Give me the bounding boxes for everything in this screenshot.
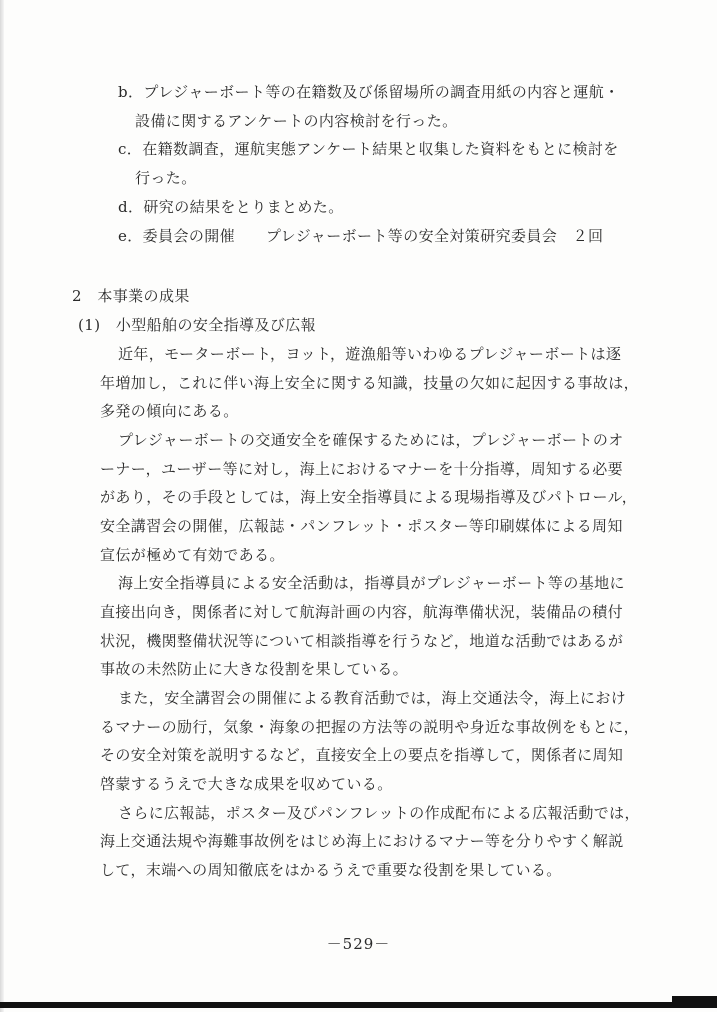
paragraph-line: 近年，モーターボート，ヨット，遊漁船等いわゆるプレジャーボートは逐 bbox=[118, 345, 622, 363]
paragraph-line: プレジャーボートの交通安全を確保するためには，プレジャーボートのオ bbox=[118, 431, 624, 449]
paragraph-line: その安全対策を説明するなど，直接安全上の要点を指導して，関係者に周知 bbox=[100, 746, 624, 764]
page-number: －529－ bbox=[326, 935, 391, 953]
scan-bottom-corner bbox=[672, 996, 717, 1008]
paragraph-line: 事故の未然防止に大きな役割を果している。 bbox=[100, 660, 409, 678]
paragraph-line: 宣伝が極めて有効である。 bbox=[100, 546, 285, 564]
paragraph-line: また，安全講習会の開催による教育活動では，海上交通法令，海上におけ bbox=[118, 689, 627, 707]
paragraph-line: ーナー，ユーザー等に対し，海上におけるマナーを十分指導，周知する必要 bbox=[100, 460, 624, 478]
list-item-d: d．研究の結果をとりまとめた。 bbox=[118, 198, 344, 216]
list-item-c-line1: c．在籍数調査，運航実態アンケート結果と収集した資料をもとに検討を bbox=[118, 140, 619, 158]
list-item-b-line1: b．プレジャーボート等の在籍数及び係留場所の調査用紙の内容と運航・ bbox=[118, 83, 620, 101]
paragraph-line: 海上交通法規や海難事故例をはじめ海上におけるマナー等を分りやすく解説 bbox=[100, 832, 624, 850]
scan-edge bbox=[0, 0, 4, 1012]
paragraph-line: 安全講習会の開催，広報誌・パンフレット・ポスター等印刷媒体による周知 bbox=[100, 517, 623, 535]
list-item-c-line2: 行った。 bbox=[135, 169, 197, 187]
paragraph-line: 年増加し，これに伴い海上安全に関する知識，技量の欠如に起因する事故は， bbox=[100, 374, 640, 392]
paragraph-line: さらに広報誌，ポスター及びパンフレットの作成配布による広報活動では， bbox=[118, 804, 640, 822]
paragraph-line: 状況，機関整備状況等について相談指導を行うなど，地道な活動ではあるが bbox=[100, 632, 624, 650]
section-heading: 2 本事業の成果 bbox=[72, 287, 190, 305]
paragraph-line: 海上安全指導員による安全活動は，指導員がプレジャーボート等の基地に bbox=[118, 574, 625, 592]
scan-bottom-border bbox=[0, 1002, 717, 1008]
paragraph-line: があり，その手段としては，海上安全指導員による現場指導及びパトロール， bbox=[100, 488, 638, 506]
paragraph-line: 多発の傾向にある。 bbox=[100, 402, 239, 420]
list-item-e: e．委員会の開催 プレジャーボート等の安全対策研究委員会 ２回 bbox=[118, 227, 604, 245]
paragraph-line: して，末端への周知徹底をはかるうえで重要な役割を果している。 bbox=[100, 861, 562, 879]
subsection-heading: (1) 小型船舶の安全指導及び広報 bbox=[78, 316, 317, 334]
paragraph-line: 直接出向き，関係者に対して航海計画の内容，航海準備状況，装備品の積付 bbox=[100, 603, 624, 621]
paragraph-line: 啓蒙するうえで大きな成果を収めている。 bbox=[100, 775, 393, 793]
list-item-b-line2: 設備に関するアンケートの内容検討を行った。 bbox=[135, 112, 458, 130]
paragraph-line: るマナーの励行，気象・海象の把握の方法等の説明や身近な事故例をもとに， bbox=[100, 718, 640, 736]
